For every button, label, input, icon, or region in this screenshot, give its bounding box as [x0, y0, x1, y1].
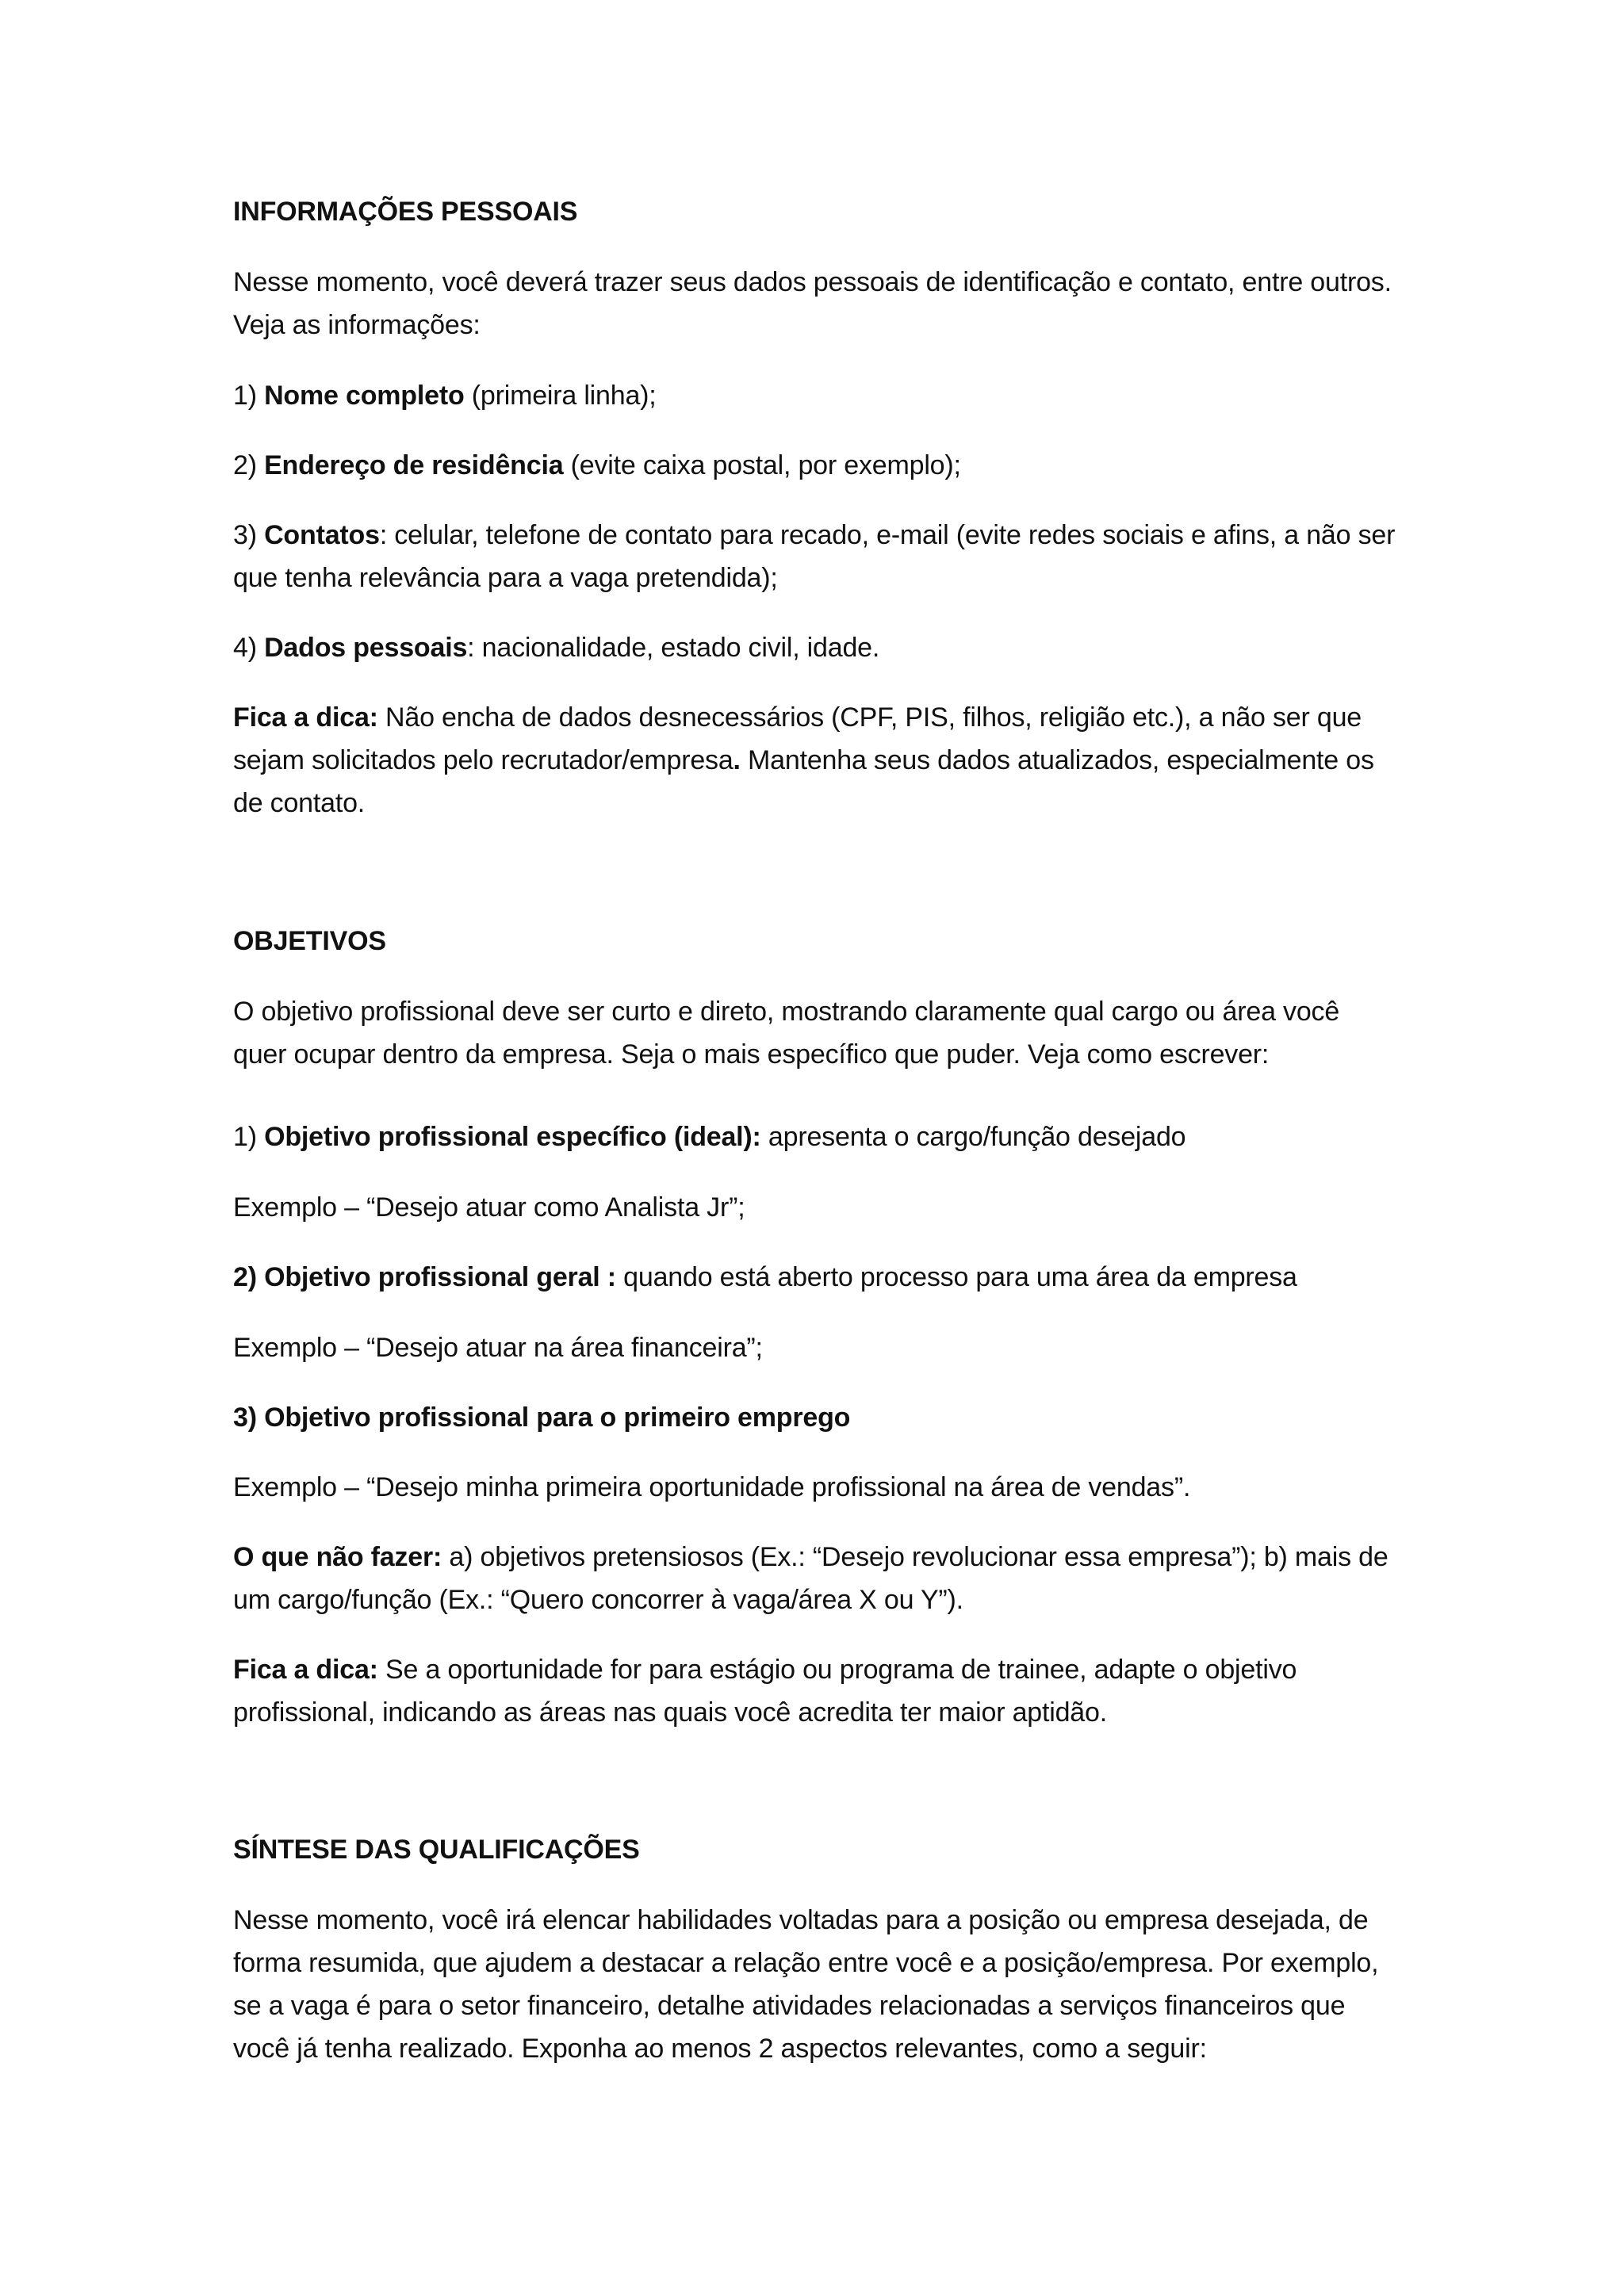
objectives-item-3: 3) Objetivo profissional para o primeiro emprego [233, 1402, 851, 1433]
objectives-intro: O objetivo profissional deve ser curto e direto, mostrando claramente qual cargo ou área você quer ocupar dentro da empresa. Seja o mais específico que puder. Veja como escrever: [233, 997, 1340, 1070]
personal-info-item-3: 3) Contatos: celular, telefone de contato para recado, e-mail (evite redes sociais e afins, a não ser que tenha relevância para a vaga pretendida); [233, 520, 1396, 593]
objectives-item-2: 2) Objetivo profissional geral : quando está aberto processo para uma área da empresa [233, 1262, 1297, 1292]
section-heading-personal-info: INFORMAÇÕES PESSOAIS [233, 197, 578, 227]
objectives-example-1: Exemplo – “Desejo atuar como Analista Jr”; [233, 1192, 745, 1223]
objectives-example-3: Exemplo – “Desejo minha primeira oportunidade profissional na área de vendas”. [233, 1472, 1191, 1502]
section-heading-objectives: OBJETIVOS [233, 926, 386, 956]
section-heading-qualifications: SÍNTESE DAS QUALIFICAÇÕES [233, 1835, 640, 1865]
personal-info-tip: Fica a dica: Não encha de dados desnecessários (CPF, PIS, filhos, religião etc.), a não ser que sejam solicitados pelo recrutador/empresa. Mantenha seus dados atualizados, especialmente os de contato. [233, 702, 1374, 818]
objectives-tip: Fica a dica: Se a oportunidade for para estágio ou programa de trainee, adapte o objetivo profissional, indicando as áreas nas quais você acredita ter maior aptidão. [233, 1655, 1297, 1728]
objectives-dont: O que não fazer: a) objetivos pretensiosos (Ex.: “Desejo revolucionar essa empresa”); b) mais de um cargo/função (Ex.: “Quero concorrer à vaga/área X ou Y”). [233, 1542, 1388, 1615]
personal-info-item-1: 1) Nome completo (primeira linha); [233, 381, 657, 411]
personal-info-item-4: 4) Dados pessoais: nacionalidade, estado civil, idade. [233, 633, 880, 663]
objectives-example-2: Exemplo – “Desejo atuar na área financeira”; [233, 1333, 763, 1363]
personal-info-intro: Nesse momento, você deverá trazer seus dados pessoais de identificação e contato, entre outros. Veja as informações: [233, 267, 1392, 340]
qualifications-intro: Nesse momento, você irá elencar habilidades voltadas para a posição ou empresa desejada, de forma resumida, que ajudem a destacar a relação entre você e a posição/empresa. Por exemplo, se a vaga é para o setor financeiro, detalhe atividades relacionadas a serviços financeiros que você já tenha realizado. Exponha ao menos 2 aspectos relevantes, como a seguir: [233, 1905, 1379, 2064]
personal-info-item-2: 2) Endereço de residência (evite caixa postal, por exemplo); [233, 450, 961, 480]
objectives-item-1: 1) Objetivo profissional específico (ideal): apresenta o cargo/função desejado [233, 1122, 1186, 1152]
